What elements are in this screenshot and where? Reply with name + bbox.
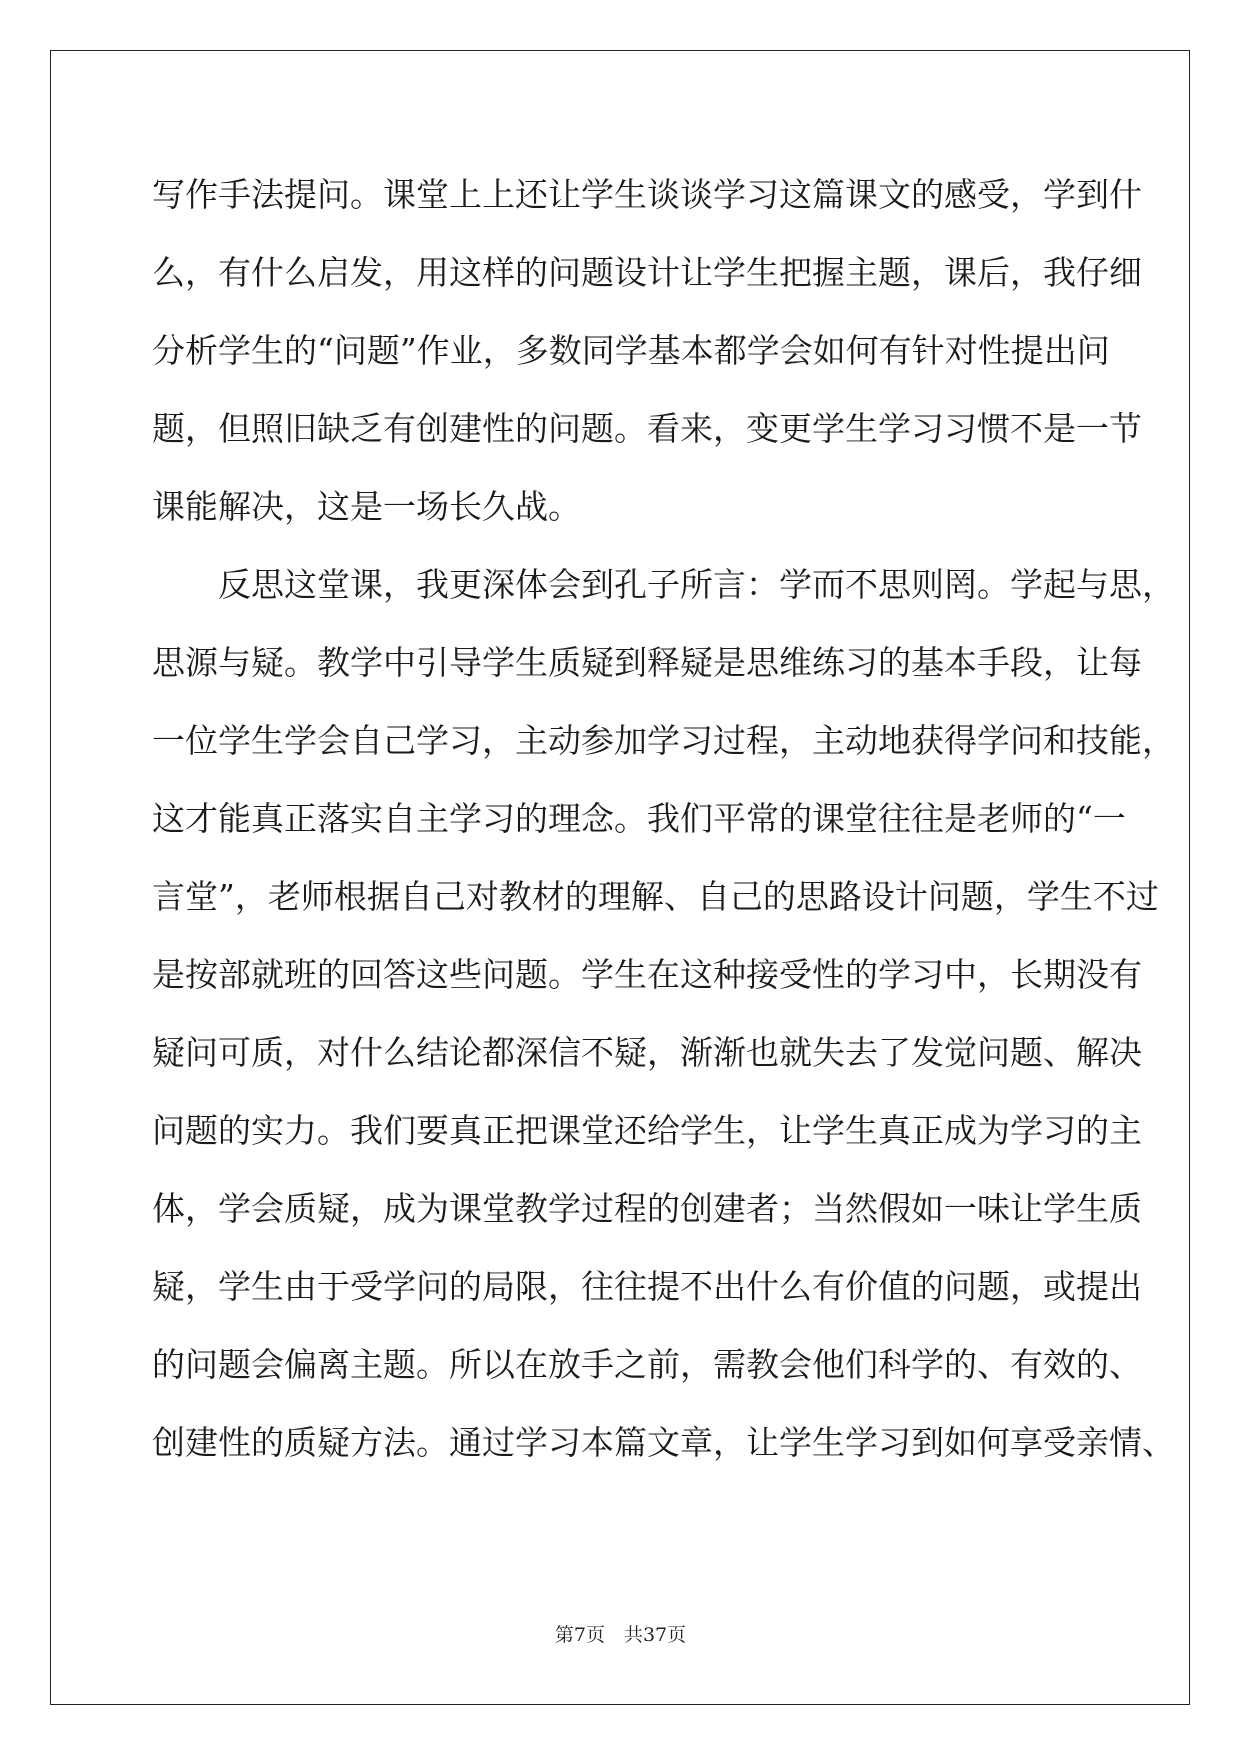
text-line: 课能解决，这是一场长久战。 — [152, 487, 581, 526]
text-line: 么，有什么启发，用这样的问题设计让学生把握主题，课后，我仔细 — [152, 253, 1142, 292]
text-line: 言堂”，老师根据自己对教材的理解、自己的思路设计问题，学生不过 — [152, 877, 1159, 916]
text-line: 疑，学生由于受学问的局限，往往提不出什么有价值的问题，或提出 — [152, 1267, 1142, 1306]
text-line: 问题的实力。我们要真正把课堂还给学生，让学生真正成为学习的主 — [152, 1111, 1142, 1150]
text-line: 这才能真正落实自主学习的理念。我们平常的课堂往往是老师的“一 — [152, 799, 1126, 838]
text-line: 体，学会质疑，成为课堂教学过程的创建者；当然假如一味让学生质 — [152, 1189, 1142, 1228]
text-line: 思源与疑。教学中引导学生质疑到释疑是思维练习的基本手段，让每 — [152, 643, 1142, 682]
text-line: 是按部就班的回答这些问题。学生在这种接受性的学习中，长期没有 — [152, 955, 1142, 994]
text-line: 题，但照旧缺乏有创建性的问题。看来，变更学生学习习惯不是一节 — [152, 409, 1142, 448]
text-line: 创建性的质疑方法。通过学习本篇文章，让学生学习到如何享受亲情、 — [152, 1423, 1175, 1462]
text-line: 反思这堂课，我更深体会到孔子所言：学而不思则罔。学起与思， — [152, 565, 1175, 604]
text-line: 分析学生的“问题”作业，多数同学基本都学会如何有针对性提出问 — [152, 331, 1110, 370]
body-text — [152, 156, 1175, 1482]
text-line: 一位学生学会自己学习，主动参加学习过程，主动地获得学问和技能， — [152, 721, 1175, 760]
text-line: 疑问可质，对什么结论都深信不疑，渐渐也就失去了发觉问题、解决 — [152, 1033, 1142, 1072]
page-footer: 第7页 共37页 — [554, 1624, 687, 1646]
text-line: 写作手法提问。课堂上上还让学生谈谈学习这篇课文的感受，学到什 — [152, 175, 1142, 214]
text-line: 的问题会偏离主题。所以在放手之前，需教会他们科学的、有效的、 — [152, 1345, 1142, 1384]
